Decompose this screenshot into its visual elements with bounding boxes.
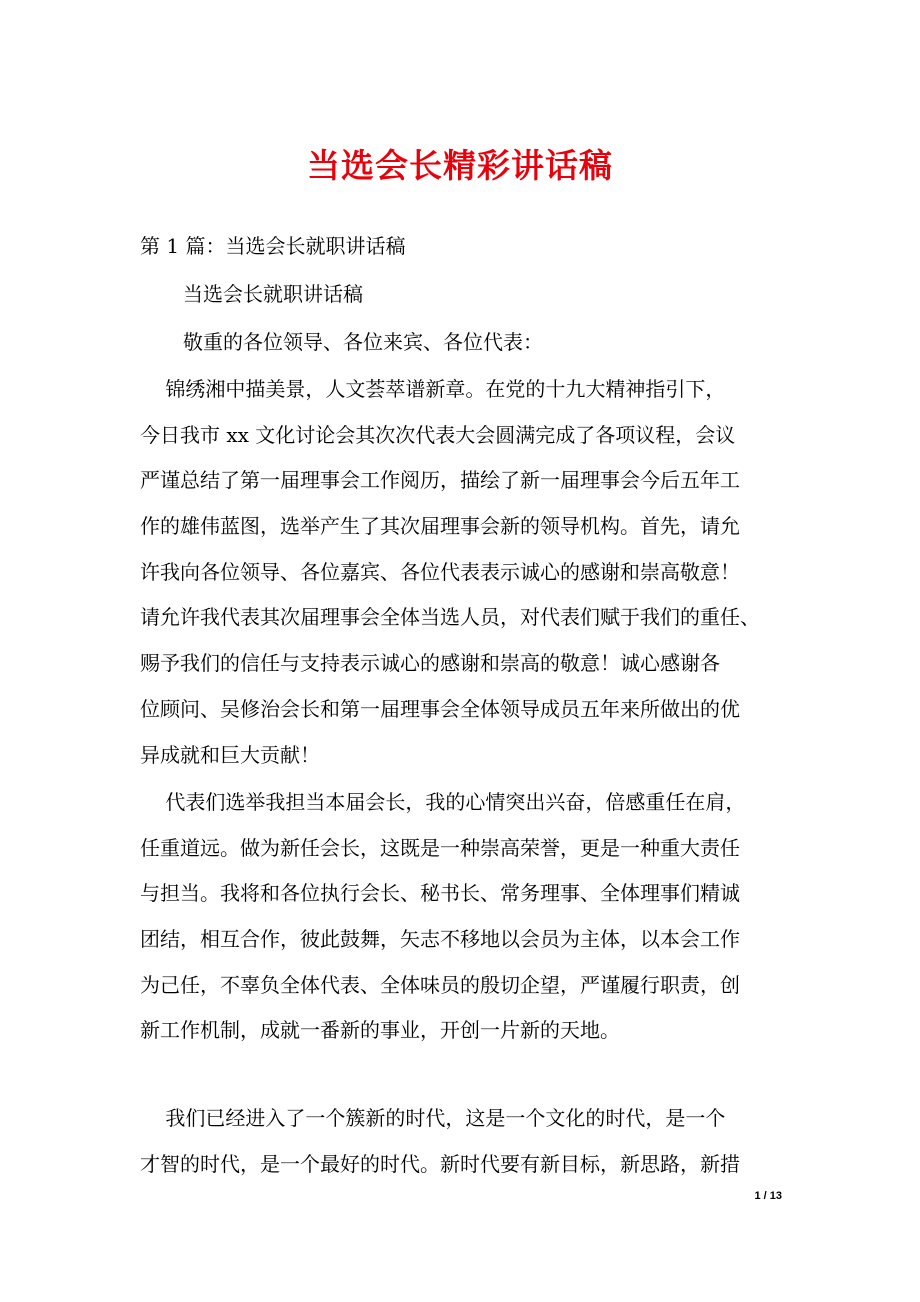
- paragraph-line: 为己任，不辜负全体代表、全体味员的殷切企望，严谨履行职责，创: [140, 972, 740, 997]
- paragraph-1: [140, 367, 785, 778]
- salutation: 敬重的各位领导、各位来宾、各位代表：: [183, 330, 543, 354]
- paragraph-2: [140, 780, 785, 1054]
- paragraph-line: 严谨总结了第一届理事会工作阅历，描绘了新一届理事会今后五年工: [140, 468, 740, 493]
- paragraph-line: 与担当。我将和各位执行会长、秘书长、常务理事、全体理事们精诚: [140, 881, 740, 906]
- paragraph-line: 位顾问、吴修治会长和第一届理事会全体领导成员五年来所做出的优: [140, 696, 740, 721]
- paragraph-line: 锦绣湘中描美景，人文荟萃谱新章。在党的十九大精神指引下，: [140, 377, 726, 401]
- page-number: 1 / 13: [754, 1190, 782, 1202]
- paragraph-line: 任重道远。做为新任会长，这既是一种崇高荣誉，更是一种重大责任: [140, 835, 740, 860]
- paragraph-3: [140, 1096, 785, 1187]
- paragraph-line: 代表们选举我担当本届会长，我的心情突出兴奋，倍感重任在肩，: [140, 790, 746, 814]
- paragraph-line: 请允许我代表其次届理事会全体当选人员，对代表们赋于我们的重任、: [140, 605, 760, 630]
- paragraph-line: 新工作机制，成就一番新的事业，开创一片新的天地。: [140, 1018, 620, 1043]
- document-title: 当选会长精彩讲话稿: [307, 146, 613, 185]
- section-heading: 第 1 篇：当选会长就职讲话稿: [140, 234, 406, 258]
- paragraph-line: 赐予我们的信任与支持表示诚心的感谢和崇高的敬意！诚心感谢各: [140, 651, 720, 676]
- paragraph-line: 异成就和巨大贡献！: [140, 742, 320, 767]
- paragraph-line: 团结，相互合作，彼此鼓舞，矢志不移地以会员为主体，以本会工作: [140, 927, 740, 952]
- speech-subtitle: 当选会长就职讲话稿: [183, 282, 363, 306]
- paragraph-line: 今日我市 xx 文化讨论会其次次代表大会圆满完成了各项议程，会议: [140, 422, 736, 447]
- paragraph-line: 许我向各位领导、各位嘉宾、各位代表表示诚心的感谢和崇高敬意！: [140, 559, 740, 584]
- paragraph-line: 作的雄伟蓝图，选举产生了其次届理事会新的领导机构。首先，请允: [140, 514, 740, 539]
- paragraph-line: 我们已经进入了一个簇新的时代，这是一个文化的时代，是一个: [140, 1106, 726, 1130]
- paragraph-line: 才智的时代，是一个最好的时代。新时代要有新目标，新思路，新措: [140, 1151, 740, 1176]
